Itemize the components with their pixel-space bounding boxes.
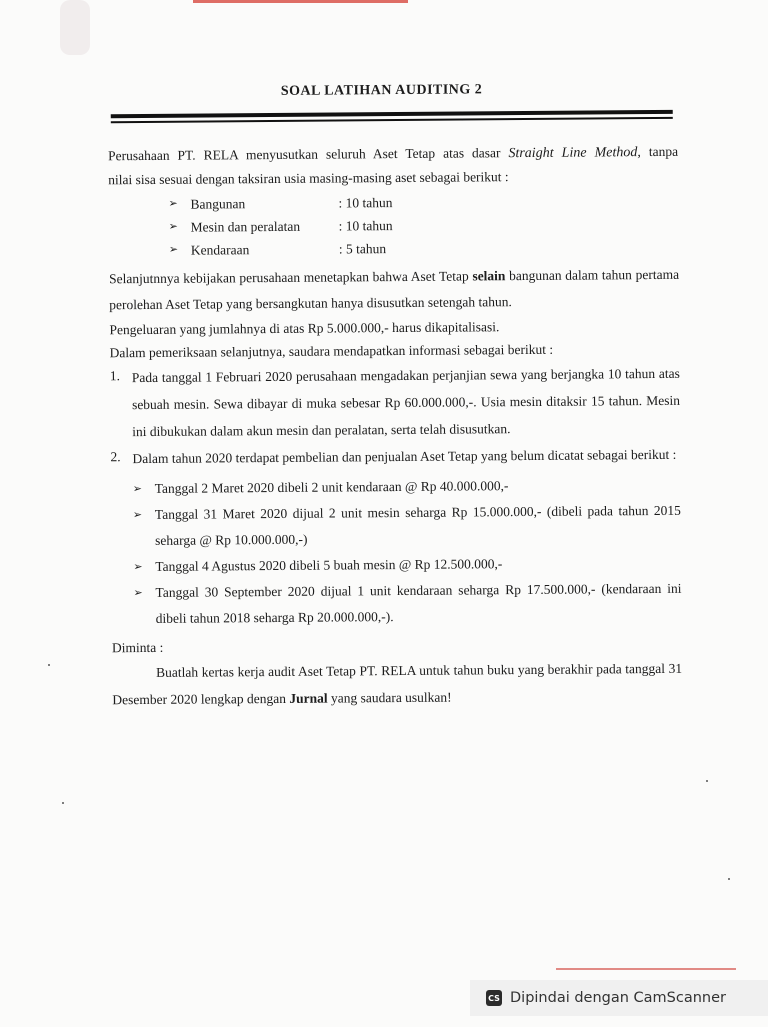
watermark-text: Dipindai dengan CamScanner [510,990,727,1006]
intro-line-1: Perusahaan PT. RELA menyusutkan seluruh Aset Tetap atas dasar Straight Line Method, tanpa [108,143,679,164]
asset-name: Kendaraan [190,242,250,258]
arrowhead-bullet-icon: ➢ [168,220,178,233]
arrowhead-bullet-icon: ➢ [168,197,178,210]
camscanner-watermark [470,980,768,1016]
arrowhead-bullet-icon: ➢ [133,561,143,574]
transaction-text: Tanggal 31 Maret 2020 dijual 2 unit mesin seharga Rp 15.000.000,- (dibeli pada tahun 2015 seharga @ Rp 10.000.000,-) [154,502,681,548]
asset-life: : 10 tahun [338,195,393,211]
request-label: Diminta : [111,639,164,656]
document-body [108,140,682,713]
document-title: SOAL LATIHAN AUDITING 2 [280,82,483,99]
arrowhead-bullet-icon: ➢ [132,483,142,496]
policy-emphasis: selain [472,268,506,284]
request-text: Buatlah kertas kerja audit Aset Tetap PT. RELA untuk tahun buku yang berakhir pada tanggal 31 Desember 2020 lengkap dengan Jurnal yang saudara usulkan! [112,660,683,708]
arrowhead-bullet-icon: ➢ [133,587,143,600]
scan-mark-bottom [556,968,736,970]
request-emphasis: Jurnal [289,690,328,706]
camscanner-logo-icon: CS [486,990,502,1006]
transaction-text: Tanggal 30 September 2020 dijual 1 unit kendaraan seharga Rp 17.500.000,- (kendaraan ini dibeli tahun 2018 seharga Rp 20.000.000,-). [155,580,682,626]
asset-item [169,235,679,262]
transaction-list [133,472,682,632]
finding-number: 2. [110,449,121,465]
finding-item [110,360,681,445]
transaction-text: Tanggal 4 Agustus 2020 dibeli 5 buah mesin @ Rp 12.500.000,- [155,556,503,574]
findings-list [110,360,682,632]
finding-text: Pada tanggal 1 Februari 2020 perusahaan mengadakan perjanjian sewa yang berjangka 10 tahun atas sebuah mesin. Sewa dibayar di muka sebesar Rp 60.000.000,-. Usia mesin ditaksir 15 tahun. Mesin ini dibukukan dalam akun mesin dan peralatan, serta telah disusutkan. [131,365,681,440]
transaction-item [133,498,681,554]
method-name: Straight Line Method, [508,145,641,162]
transaction-text: Tanggal 2 Maret 2020 dibeli 2 unit kendaraan @ Rp 40.000.000,- [154,478,509,496]
finding-item [110,441,681,632]
asset-name: Bangunan [190,196,246,212]
policy-paragraph: Selanjutnnya kebijakan perusahaan menetapkan bahwa Aset Tetap selain bangunan dalam tahun pertama perolehan Aset Tetap yang bersangkutan hanya disusutkan setengah tahun. [108,266,680,313]
finding-text: Dalam tahun 2020 terdapat pembelian dan penjualan Aset Tetap yang belum dicatat sebagai berikut : [132,446,677,467]
asset-life: : 10 tahun [338,218,393,234]
title-rule-thin [111,117,673,123]
exam-intro: Dalam pemeriksaan selanjutnya, saudara mendapatkan informasi sebagai berikut : [109,341,554,361]
intro-line-2: nilai sisa sesuai dengan taksiran usia masing-masing aset sebagai berikut : [108,169,509,188]
asset-life-list [168,189,679,262]
asset-name: Mesin dan peralatan [190,218,301,235]
asset-life: : 5 tahun [338,241,387,257]
arrowhead-bullet-icon: ➢ [168,243,179,256]
transaction-item [133,576,681,632]
finding-number: 1. [109,368,120,384]
arrowhead-bullet-icon: ➢ [132,509,143,522]
capitalization-rule: Pengeluaran yang jumlahnya di atas Rp 5.000.000,- harus dikapitalisasi. [109,319,500,338]
